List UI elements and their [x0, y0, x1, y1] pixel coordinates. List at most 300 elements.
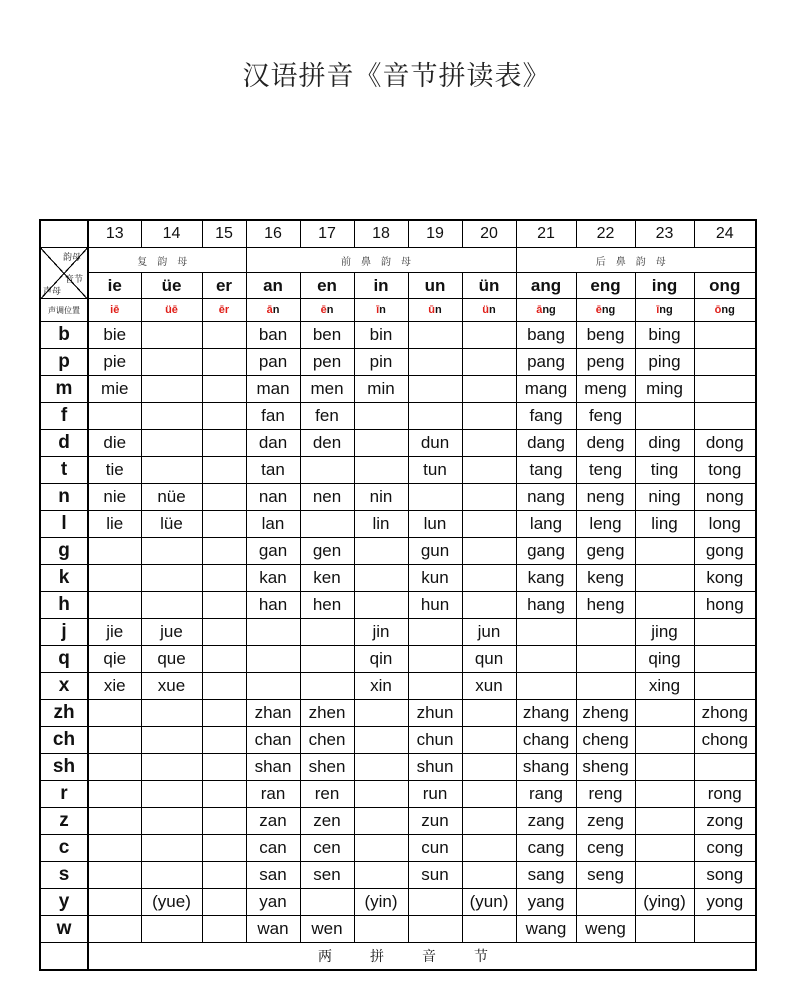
syllable-cell — [88, 592, 141, 619]
syllable-cell: shun — [408, 754, 462, 781]
initial-cell: y — [40, 889, 88, 916]
syllable-cell — [635, 916, 694, 943]
syllable-cell: den — [300, 430, 354, 457]
final-axis-label: 韵母 — [62, 253, 81, 263]
syllable-cell — [635, 781, 694, 808]
syllable-cell: hang — [516, 592, 576, 619]
syllable-axis-label: 音节 — [64, 275, 83, 285]
syllable-cell — [635, 808, 694, 835]
syllable-cell: min — [354, 376, 408, 403]
syllable-cell — [354, 700, 408, 727]
syllable-cell: shen — [300, 754, 354, 781]
syllable-cell — [88, 727, 141, 754]
final-header: er — [202, 273, 246, 299]
tone-mark: iē — [110, 304, 120, 316]
tone-mark: ā — [536, 304, 543, 316]
syllable-cell: pie — [88, 349, 141, 376]
syllable-cell: jue — [141, 619, 202, 646]
syllable-cell — [141, 754, 202, 781]
syllable-cell: cang — [516, 835, 576, 862]
syllable-cell — [141, 457, 202, 484]
syllable-cell — [462, 403, 516, 430]
syllable-cell — [408, 673, 462, 700]
initial-cell: t — [40, 457, 88, 484]
initial-cell: q — [40, 646, 88, 673]
syllable-cell — [202, 646, 246, 673]
syllable-cell — [202, 457, 246, 484]
column-number: 23 — [635, 220, 694, 248]
syllable-cell: pan — [246, 349, 300, 376]
syllable-cell — [141, 403, 202, 430]
syllable-cell: weng — [576, 916, 635, 943]
column-number: 14 — [141, 220, 202, 248]
syllable-cell: fen — [300, 403, 354, 430]
syllable-cell — [202, 322, 246, 349]
syllable-cell: cun — [408, 835, 462, 862]
syllable-cell: ming — [635, 376, 694, 403]
syllable-cell: nen — [300, 484, 354, 511]
initial-cell: b — [40, 322, 88, 349]
syllable-cell: (yin) — [354, 889, 408, 916]
header-group-row — [40, 248, 756, 273]
table-row — [40, 673, 756, 700]
syllable-cell — [88, 700, 141, 727]
syllable-cell: bin — [354, 322, 408, 349]
syllable-cell — [202, 781, 246, 808]
syllable-cell — [462, 430, 516, 457]
table-row — [40, 565, 756, 592]
syllable-cell: (yue) — [141, 889, 202, 916]
initial-cell: w — [40, 916, 88, 943]
syllable-cell — [354, 862, 408, 889]
column-number: 21 — [516, 220, 576, 248]
syllable-cell — [635, 403, 694, 430]
syllable-cell — [694, 754, 756, 781]
table-row — [40, 592, 756, 619]
syllable-cell: (yun) — [462, 889, 516, 916]
syllable-cell — [88, 916, 141, 943]
syllable-cell — [694, 646, 756, 673]
syllable-cell: jie — [88, 619, 141, 646]
syllable-cell: qing — [635, 646, 694, 673]
tone-position-cell — [694, 299, 756, 322]
syllable-cell: keng — [576, 565, 635, 592]
syllable-cell — [202, 700, 246, 727]
final-header: un — [408, 273, 462, 299]
final-group-label: 复韵母 — [88, 248, 246, 273]
syllable-cell — [576, 673, 635, 700]
column-number: 13 — [88, 220, 141, 248]
syllable-cell — [354, 565, 408, 592]
syllable-cell: ping — [635, 349, 694, 376]
syllable-cell: die — [88, 430, 141, 457]
syllable-cell — [462, 727, 516, 754]
tone-position-cell — [576, 299, 635, 322]
syllable-cell: tun — [408, 457, 462, 484]
syllable-cell: kong — [694, 565, 756, 592]
syllable-cell — [635, 565, 694, 592]
tone-position-cell — [462, 299, 516, 322]
initial-cell: g — [40, 538, 88, 565]
table-row — [40, 754, 756, 781]
syllable-cell: deng — [576, 430, 635, 457]
syllable-cell: xie — [88, 673, 141, 700]
syllable-cell — [202, 565, 246, 592]
syllable-cell — [408, 646, 462, 673]
syllable-cell — [88, 754, 141, 781]
syllable-cell: nang — [516, 484, 576, 511]
initial-cell: ch — [40, 727, 88, 754]
syllable-cell — [576, 646, 635, 673]
syllable-cell — [300, 619, 354, 646]
final-header: üe — [141, 273, 202, 299]
table-row — [40, 916, 756, 943]
syllable-cell: men — [300, 376, 354, 403]
tone-position-cell — [88, 299, 141, 322]
syllable-cell — [462, 808, 516, 835]
syllable-cell: gan — [246, 538, 300, 565]
column-number: 16 — [246, 220, 300, 248]
syllable-cell — [141, 538, 202, 565]
syllable-cell: nan — [246, 484, 300, 511]
syllable-cell: can — [246, 835, 300, 862]
final-group-label: 前鼻韵母 — [246, 248, 516, 273]
table-row — [40, 727, 756, 754]
syllable-cell — [141, 592, 202, 619]
syllable-cell — [354, 916, 408, 943]
final-header: in — [354, 273, 408, 299]
syllable-cell — [462, 538, 516, 565]
tone-mark: ō — [714, 304, 722, 316]
header-tone-row — [40, 299, 756, 322]
syllable-cell — [202, 538, 246, 565]
syllable-cell — [408, 916, 462, 943]
table-row — [40, 619, 756, 646]
syllable-cell: run — [408, 781, 462, 808]
syllable-cell: sheng — [576, 754, 635, 781]
column-number: 22 — [576, 220, 635, 248]
tone-rest: n — [379, 304, 386, 316]
syllable-cell — [354, 430, 408, 457]
tone-position-cell — [635, 299, 694, 322]
syllable-cell: tan — [246, 457, 300, 484]
syllable-cell: man — [246, 376, 300, 403]
column-number: 15 — [202, 220, 246, 248]
syllable-cell: mang — [516, 376, 576, 403]
tone-rest: n — [326, 304, 334, 316]
syllable-cell — [354, 457, 408, 484]
syllable-cell — [408, 484, 462, 511]
table-row — [40, 430, 756, 457]
tone-position-label: 声调位置 — [40, 299, 88, 322]
syllable-cell — [408, 322, 462, 349]
syllable-cell — [354, 403, 408, 430]
syllable-cell — [354, 835, 408, 862]
table-row — [40, 376, 756, 403]
syllable-cell: zheng — [576, 700, 635, 727]
syllable-cell: xin — [354, 673, 408, 700]
syllable-cell: teng — [576, 457, 635, 484]
syllable-cell — [635, 592, 694, 619]
syllable-cell: feng — [576, 403, 635, 430]
tone-mark: ē — [595, 304, 602, 316]
syllable-cell — [516, 673, 576, 700]
syllable-cell: gang — [516, 538, 576, 565]
initial-cell: zh — [40, 700, 88, 727]
initial-cell: m — [40, 376, 88, 403]
syllable-cell — [202, 673, 246, 700]
syllable-cell: yong — [694, 889, 756, 916]
syllable-cell — [300, 646, 354, 673]
table-row — [40, 889, 756, 916]
syllable-cell: kan — [246, 565, 300, 592]
syllable-cell: fang — [516, 403, 576, 430]
initial-cell: sh — [40, 754, 88, 781]
syllable-cell: tie — [88, 457, 141, 484]
syllable-cell: kang — [516, 565, 576, 592]
tone-rest: ng — [721, 304, 735, 316]
tone-position-cell — [300, 299, 354, 322]
syllable-cell: lie — [88, 511, 141, 538]
tone-position-cell — [141, 299, 202, 322]
tone-mark: üē — [165, 304, 178, 316]
syllable-cell: que — [141, 646, 202, 673]
tone-mark: ū — [428, 304, 435, 316]
syllable-cell — [516, 619, 576, 646]
syllable-cell: zhong — [694, 700, 756, 727]
syllable-cell: xue — [141, 673, 202, 700]
syllable-cell — [141, 727, 202, 754]
final-header: ing — [635, 273, 694, 299]
syllable-cell: shan — [246, 754, 300, 781]
final-header: ong — [694, 273, 756, 299]
initial-cell: h — [40, 592, 88, 619]
syllable-cell — [635, 538, 694, 565]
syllable-cell — [88, 862, 141, 889]
syllable-cell: wan — [246, 916, 300, 943]
syllable-cell: zun — [408, 808, 462, 835]
table-row — [40, 835, 756, 862]
syllable-cell: cheng — [576, 727, 635, 754]
syllable-cell: sun — [408, 862, 462, 889]
initial-cell: z — [40, 808, 88, 835]
syllable-cell — [635, 700, 694, 727]
footer-blank-cell — [40, 943, 88, 971]
syllable-cell — [141, 808, 202, 835]
syllable-cell: ting — [635, 457, 694, 484]
syllable-cell: bang — [516, 322, 576, 349]
column-number: 17 — [300, 220, 354, 248]
syllable-cell: pang — [516, 349, 576, 376]
syllable-cell: chen — [300, 727, 354, 754]
syllable-cell — [202, 403, 246, 430]
syllable-cell — [408, 376, 462, 403]
syllable-cell — [694, 349, 756, 376]
syllable-cell — [202, 592, 246, 619]
syllable-cell: lin — [354, 511, 408, 538]
syllable-cell: kun — [408, 565, 462, 592]
syllable-cell — [694, 916, 756, 943]
syllable-cell: bie — [88, 322, 141, 349]
syllable-cell: zang — [516, 808, 576, 835]
syllable-cell — [141, 835, 202, 862]
syllable-cell — [88, 808, 141, 835]
syllable-cell — [88, 565, 141, 592]
tone-mark: ī — [656, 304, 660, 316]
table-row — [40, 808, 756, 835]
tone-mark: ī — [376, 304, 380, 316]
syllable-cell — [635, 835, 694, 862]
syllable-cell — [141, 322, 202, 349]
syllable-cell — [202, 430, 246, 457]
syllable-cell: ran — [246, 781, 300, 808]
syllable-cell: nin — [354, 484, 408, 511]
footer-label: 两拼音节 — [88, 943, 756, 971]
syllable-cell — [516, 646, 576, 673]
syllable-cell: ban — [246, 322, 300, 349]
syllable-cell: lan — [246, 511, 300, 538]
syllable-cell — [694, 673, 756, 700]
syllable-cell: zen — [300, 808, 354, 835]
initial-cell: p — [40, 349, 88, 376]
final-header: ie — [88, 273, 141, 299]
syllable-cell — [635, 862, 694, 889]
final-header: en — [300, 273, 354, 299]
syllable-cell: pen — [300, 349, 354, 376]
tone-position-cell — [408, 299, 462, 322]
syllable-cell: ben — [300, 322, 354, 349]
table-row — [40, 349, 756, 376]
syllable-cell — [694, 619, 756, 646]
syllable-cell: dun — [408, 430, 462, 457]
table-row — [40, 538, 756, 565]
column-number: 24 — [694, 220, 756, 248]
syllable-cell — [462, 376, 516, 403]
syllable-cell: lüe — [141, 511, 202, 538]
syllable-cell — [202, 727, 246, 754]
syllable-cell: zan — [246, 808, 300, 835]
syllable-cell: qie — [88, 646, 141, 673]
syllable-cell — [141, 916, 202, 943]
syllable-cell — [202, 862, 246, 889]
syllable-cell: (ying) — [635, 889, 694, 916]
syllable-cell: peng — [576, 349, 635, 376]
syllable-cell — [202, 349, 246, 376]
syllable-cell — [88, 538, 141, 565]
syllable-cell — [202, 889, 246, 916]
syllable-cell — [141, 349, 202, 376]
syllable-cell — [576, 619, 635, 646]
syllable-cell: rong — [694, 781, 756, 808]
syllable-cell: fan — [246, 403, 300, 430]
tone-position-cell — [516, 299, 576, 322]
syllable-cell: heng — [576, 592, 635, 619]
table-row — [40, 322, 756, 349]
tone-rest: ng — [601, 304, 616, 316]
column-number: 20 — [462, 220, 516, 248]
table-row — [40, 403, 756, 430]
initial-cell: s — [40, 862, 88, 889]
final-group-label: 后鼻韵母 — [516, 248, 756, 273]
syllable-cell: gun — [408, 538, 462, 565]
syllable-cell — [462, 781, 516, 808]
tone-mark: ā — [266, 304, 273, 316]
syllable-cell — [576, 889, 635, 916]
syllable-cell — [462, 592, 516, 619]
syllable-cell: qin — [354, 646, 408, 673]
syllable-cell — [462, 457, 516, 484]
syllable-cell — [88, 403, 141, 430]
initial-cell: k — [40, 565, 88, 592]
syllable-cell: long — [694, 511, 756, 538]
syllable-cell: nie — [88, 484, 141, 511]
syllable-cell — [141, 376, 202, 403]
syllable-cell: dong — [694, 430, 756, 457]
syllable-cell — [202, 835, 246, 862]
corner-cell-blank — [40, 220, 88, 248]
syllable-cell: meng — [576, 376, 635, 403]
syllable-cell: lang — [516, 511, 576, 538]
syllable-cell: nüe — [141, 484, 202, 511]
syllable-cell — [354, 538, 408, 565]
syllable-cell: ken — [300, 565, 354, 592]
tone-position-cell — [354, 299, 408, 322]
syllable-cell — [300, 889, 354, 916]
syllable-cell: qun — [462, 646, 516, 673]
syllable-cell: chong — [694, 727, 756, 754]
column-number: 19 — [408, 220, 462, 248]
footer-row — [40, 943, 756, 971]
syllable-cell — [462, 349, 516, 376]
syllable-cell: shang — [516, 754, 576, 781]
syllable-cell — [354, 754, 408, 781]
syllable-cell — [462, 700, 516, 727]
syllable-cell: seng — [576, 862, 635, 889]
syllable-cell: xun — [462, 673, 516, 700]
syllable-cell — [408, 349, 462, 376]
syllable-cell — [88, 889, 141, 916]
syllable-cell — [202, 808, 246, 835]
syllable-cell: ding — [635, 430, 694, 457]
final-header: an — [246, 273, 300, 299]
syllable-cell — [694, 403, 756, 430]
syllable-cell — [462, 835, 516, 862]
tone-rest: n — [489, 304, 496, 316]
syllable-cell: chang — [516, 727, 576, 754]
syllable-cell — [202, 376, 246, 403]
syllable-cell — [354, 727, 408, 754]
syllable-cell: ling — [635, 511, 694, 538]
syllable-cell: zeng — [576, 808, 635, 835]
syllable-cell: dan — [246, 430, 300, 457]
syllable-table — [39, 219, 757, 971]
syllable-cell — [635, 727, 694, 754]
table-row — [40, 862, 756, 889]
syllable-cell — [462, 565, 516, 592]
tone-position-cell — [202, 299, 246, 322]
syllable-cell: sang — [516, 862, 576, 889]
syllable-cell: lun — [408, 511, 462, 538]
syllable-cell: yan — [246, 889, 300, 916]
syllable-cell — [202, 511, 246, 538]
table-row — [40, 781, 756, 808]
syllable-cell — [462, 484, 516, 511]
initial-axis-label: 声母 — [43, 287, 62, 297]
syllable-cell: gen — [300, 538, 354, 565]
syllable-cell — [462, 862, 516, 889]
tone-rest: n — [435, 304, 442, 316]
syllable-cell: nong — [694, 484, 756, 511]
